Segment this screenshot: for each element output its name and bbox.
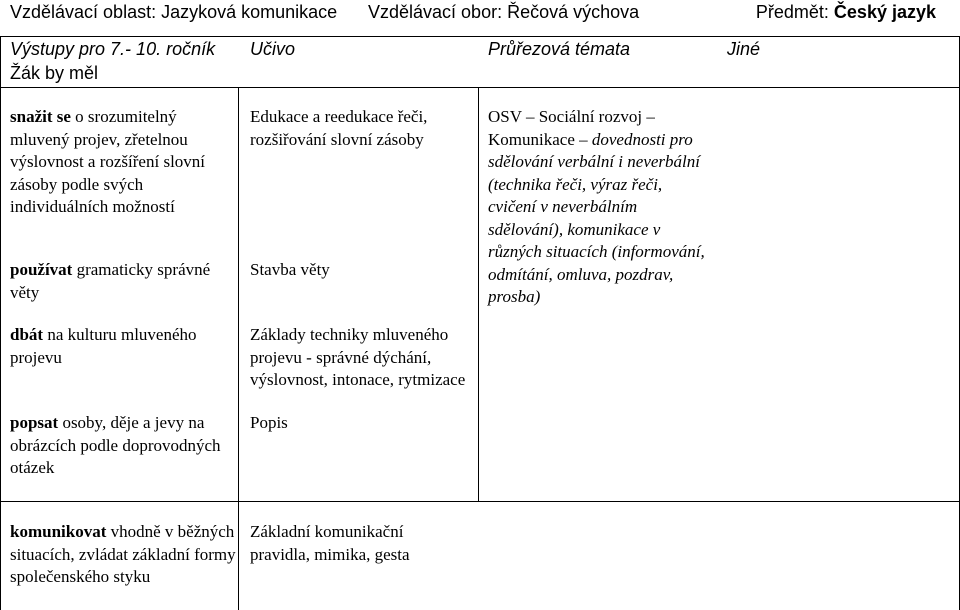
column-header-other: Jiné <box>727 39 761 59</box>
outcome-verb: popsat <box>10 413 59 432</box>
curriculum-3: Základy techniky mluveného projevu - správné dýchání, výslovnost, intonace, rytmizace <box>250 325 466 389</box>
curriculum-5: Základní komunikační pravidla, mimika, gesta <box>250 522 410 564</box>
crosscutting-title: OSV – Sociální rozvoj – Komunikace – <box>488 107 655 149</box>
outcome-2 <box>10 259 236 304</box>
outcome-3 <box>10 324 232 369</box>
subject-label: Předmět: <box>755 2 829 22</box>
outcome-verb: komunikovat <box>10 522 107 541</box>
document-header <box>0 0 960 26</box>
outcome-4 <box>10 412 236 480</box>
curriculum-2: Stavba věty <box>250 260 330 279</box>
crosscutting-topic <box>488 106 710 309</box>
outcome-text: o srozumitelný mluvený projev, zřetelnou výslovnost a rozšíření slovní zásoby podle svých individuálních možností <box>10 107 206 216</box>
column-header-curriculum: Učivo <box>250 39 296 59</box>
outcome-text: na kulturu mluveného projevu <box>10 325 197 367</box>
column-header-crosscutting: Průřezová témata <box>488 39 631 59</box>
pupil-intro: Žák by měl <box>10 63 99 83</box>
outcome-text: vhodně v běžných situacích, zvládat základní formy společenského styku <box>10 522 236 586</box>
crosscutting-detail: dovednosti pro sdělování verbální i neverbální (technika řeči, výraz řeči, cvičení v neverbálním sdělování), komunikace v různých situacích (informování, odmítání, omluva, pozdrav, prosba) <box>488 129 705 306</box>
outcome-verb: používat <box>10 260 73 279</box>
outcome-verb: snažit se <box>10 107 71 126</box>
educational-field: Vzdělávací obor: Řečová výchova <box>368 2 640 22</box>
column-header-outcomes: Výstupy pro 7.- 10. ročník <box>10 39 216 59</box>
outcome-verb: dbát <box>10 325 44 344</box>
educational-area: Vzdělávací oblast: Jazyková komunikace <box>10 2 338 22</box>
curriculum-1: Edukace a reedukace řeči, rozšiřování slovní zásoby <box>250 107 428 149</box>
outcome-5 <box>10 521 236 589</box>
outcome-text: gramaticky správné věty <box>10 260 211 302</box>
subject-value: Český jazyk <box>833 2 936 22</box>
curriculum-4: Popis <box>250 413 288 432</box>
subject <box>756 2 936 23</box>
outcome-1 <box>10 106 232 219</box>
outcome-text: osoby, děje a jevy na obrázcích podle doprovodných otázek <box>10 413 221 477</box>
